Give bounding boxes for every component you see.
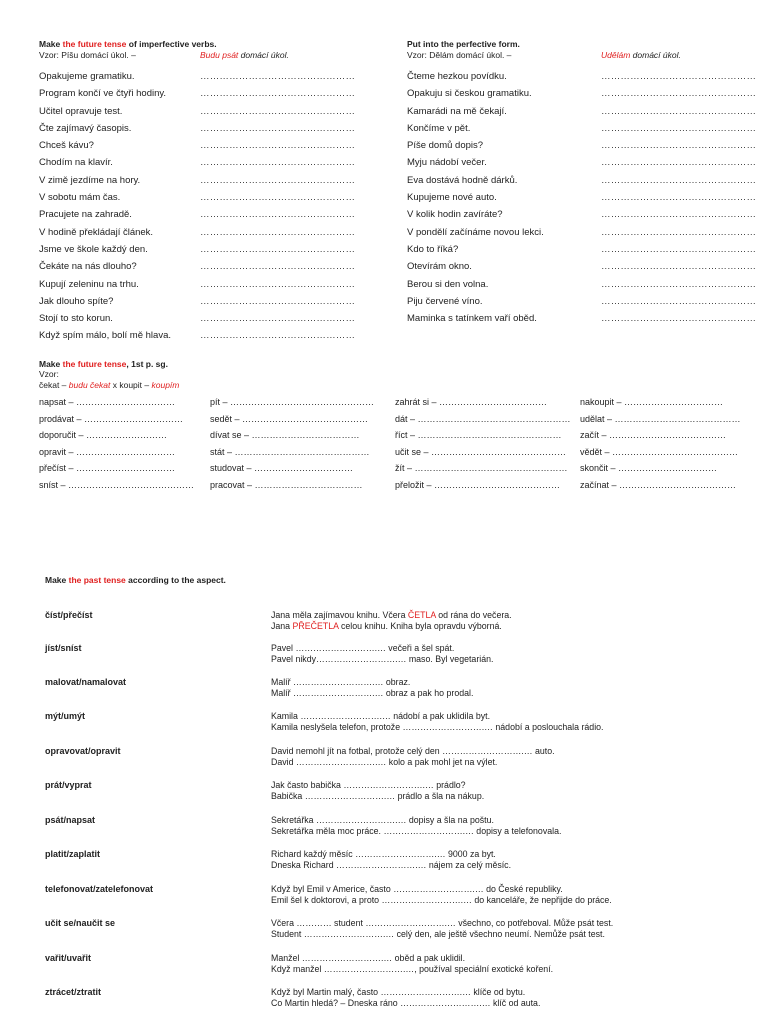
section2-blank: ………………………………………… bbox=[601, 88, 757, 100]
section4-sentence-1: Jana měla zajímavou knihu. Včera ČETLA od rána do večera. bbox=[271, 610, 512, 620]
section3-item: vědět – …………………………………… bbox=[580, 446, 739, 457]
section4-sentence-1: David nemohl jít na fotbal, protože celý den ……………………….… auto. bbox=[271, 746, 555, 756]
section2-sentence: Kamarádi na mě čekají. bbox=[407, 105, 507, 117]
section2-model-left: Vzor: Dělám domácí úkol. – bbox=[407, 50, 512, 60]
section2-sentence: Opakuju si českou gramatiku. bbox=[407, 88, 532, 100]
section3-item: opravit – …………………………… bbox=[39, 446, 176, 457]
section2-blank: ………………………………………… bbox=[601, 157, 757, 169]
section3-col-1 bbox=[39, 394, 194, 494]
section2-blank: ………………………………………… bbox=[601, 71, 757, 82]
section1-sentence: V sobotu mám čas. bbox=[39, 192, 121, 204]
section3-item: nakoupit – …………………………… bbox=[580, 397, 724, 407]
section2-sentence: Eva dostává hodně dárků. bbox=[407, 174, 518, 186]
section2-sentence: Končíme v pět. bbox=[407, 122, 471, 134]
section1-blank: ………………………………………… bbox=[200, 88, 356, 100]
section4-sentence-2: Babička ……………………….… prádlo a šla na nákup. bbox=[271, 791, 485, 801]
section4-sentence-1: Malíř ……………………….… obraz. bbox=[271, 677, 411, 687]
section3-item: dát – …………………………………………… bbox=[395, 413, 571, 424]
section3-title: Make the future tense, 1st p. sg. bbox=[39, 359, 168, 369]
section3-vzor: Vzor: bbox=[39, 369, 59, 379]
section2-sentence: Kdo to říká? bbox=[407, 243, 459, 255]
section1-blank: ………………………………………… bbox=[200, 209, 356, 221]
section4-title: Make the past tense according to the aspect. bbox=[45, 575, 226, 585]
section4-verb: jíst/sníst bbox=[45, 643, 82, 653]
section2-sentence: Otevírám okno. bbox=[407, 261, 472, 273]
section4-verb: číst/přečíst bbox=[45, 610, 93, 620]
section4-verb: vařit/uvařit bbox=[45, 953, 92, 963]
section1-model-left: Vzor: Píšu domácí úkol. – bbox=[39, 50, 136, 60]
section4-sentence-1: Sekretářka ……………………….… dopisy a šla na poštu. bbox=[271, 815, 494, 825]
section4-sentence-2: Kamila neslyšela telefon, protože ……………………….… nádobí a poslouchala rádio. bbox=[271, 722, 604, 732]
section4-sentence-2: Když manžel ……………………….…, používal speciální exotické koření. bbox=[271, 964, 554, 974]
section1-sentence: Jsme ve škole každý den. bbox=[39, 243, 148, 255]
section3-example: čekat – budu čekat x koupit – koupím bbox=[39, 380, 180, 390]
section4-sentence-2: Pavel nikdy……………………….… maso. Byl vegetarián. bbox=[271, 654, 494, 664]
section1-blank: ………………………………………… bbox=[200, 330, 356, 342]
section1-blank: ………………………………………… bbox=[200, 261, 356, 273]
section2-title: Put into the perfective form. bbox=[407, 39, 520, 49]
section2-blank: ………………………………………… bbox=[601, 140, 757, 152]
section4-verb: malovat/namalovat bbox=[45, 677, 127, 687]
section3-item: přečíst – …………………………… bbox=[39, 463, 176, 474]
section3-item: stát – ……………………………………… bbox=[210, 446, 370, 457]
section4-sentence-1: Když byl Martin malý, často ……………………….… klíče od bytu. bbox=[271, 987, 526, 997]
section4-answer: PŘEČETLA bbox=[292, 621, 339, 631]
section2-blank: ………………………………………… bbox=[601, 226, 757, 238]
section4-sentence-1: Včera ………… student ……………………….… všechno, co potřeboval. Může psát test. bbox=[271, 918, 614, 928]
section1-blank: ………………………………………… bbox=[200, 192, 356, 204]
section4-verb: ztrácet/ztratit bbox=[45, 987, 102, 997]
section2-sentences bbox=[407, 68, 544, 327]
section1-sentence: Stojí to sto korun. bbox=[39, 313, 113, 325]
section1-blank: ………………………………………… bbox=[200, 313, 356, 325]
section2-blank: ………………………………………… bbox=[601, 122, 757, 134]
section1-sentence: Jak dlouho spíte? bbox=[39, 295, 114, 307]
section1-title: Make the future tense of imperfective verbs. bbox=[39, 39, 217, 49]
section3-item: sníst – …………………………………… bbox=[39, 479, 195, 490]
section4-sentence-2: Emil šel k doktorovi, a proto ……………………….… do kanceláře, že nepřijde do práce. bbox=[271, 895, 612, 905]
section4-sentence-1: Když byl Emil v Americe, často ……………………….… do České republiky. bbox=[271, 884, 563, 894]
section4-verb: telefonovat/zatelefonovat bbox=[45, 884, 154, 894]
section3-item: zahrát si – ……………………………… bbox=[395, 397, 548, 407]
section2-blank: ………………………………………… bbox=[601, 105, 757, 117]
section4-verb: psát/napsat bbox=[45, 815, 96, 825]
section1-blank: ………………………………………… bbox=[200, 295, 356, 307]
section3-item: pracovat – ……………………………… bbox=[210, 479, 363, 490]
section1-blank: ………………………………………… bbox=[200, 278, 356, 290]
section2-sentence: Kupujeme nové auto. bbox=[407, 192, 497, 204]
section1-blank: ………………………………………… bbox=[200, 140, 356, 152]
section4-verb: učit se/naučit se bbox=[45, 918, 116, 928]
section3-col-2 bbox=[210, 394, 374, 494]
section4-sentence-1: Pavel ……………………….… večeři a šel spát. bbox=[271, 643, 455, 653]
section4-sentence-2: David ……………………….… kolo a pak mohl jet na výlet. bbox=[271, 757, 498, 767]
section1-sentence: Chceš kávu? bbox=[39, 140, 94, 152]
section3-item: pít – ………………………………………… bbox=[210, 397, 375, 407]
section2-sentence: Berou si den volna. bbox=[407, 278, 489, 290]
section4-sentence-2: Student ……………………….… celý den, ale ještě všechno neumí. Nemůže psát test. bbox=[271, 929, 605, 939]
section2-sentence: V pondělí začínáme novou lekci. bbox=[407, 226, 544, 238]
section1-blank: ………………………………………… bbox=[200, 157, 356, 169]
section2-sentence: Čteme hezkou povídku. bbox=[407, 71, 507, 82]
section3-col-4 bbox=[580, 394, 741, 494]
section3-item: udělat – …………………………………… bbox=[580, 413, 741, 424]
section1-sentence: V hodině překládají článek. bbox=[39, 226, 154, 238]
section4-sentence-2: Malíř ……………………….… obraz a pak ho prodal. bbox=[271, 688, 474, 698]
section4-sentence-1: Jak často babička ……………………….… prádlo? bbox=[271, 780, 466, 790]
section4-sentence-1: Richard každý měsíc ……………………….… 9000 za byt. bbox=[271, 849, 496, 859]
section1-blank: ………………………………………… bbox=[200, 243, 356, 255]
section2-blank: ………………………………………… bbox=[601, 243, 757, 255]
section2-blanks bbox=[601, 68, 756, 327]
section4-sentence-1: Kamila ……………………….… nádobí a pak uklidila byt. bbox=[271, 711, 491, 721]
section3-item: doporučit – ……………………… bbox=[39, 430, 168, 441]
section3-col-3 bbox=[395, 394, 571, 494]
section3-item: přeložit – …………………………………… bbox=[395, 479, 561, 490]
section4-sentence-1: Manžel ……………………….… oběd a pak uklidil. bbox=[271, 953, 466, 963]
section1-blank: ………………………………………… bbox=[200, 226, 356, 238]
section1-sentences bbox=[39, 68, 171, 345]
section1-blank: ………………………………………… bbox=[200, 122, 356, 134]
section4-verb: mýt/umýt bbox=[45, 711, 86, 721]
section2-blank: ………………………………………… bbox=[601, 295, 757, 307]
section3-item: žít – …………………………………………… bbox=[395, 463, 568, 474]
section2-sentence: Maminka s tatínkem vaří oběd. bbox=[407, 313, 537, 325]
section2-sentence: V kolik hodin zavíráte? bbox=[407, 209, 503, 221]
section1-sentence: V zimě jezdíme na hory. bbox=[39, 174, 141, 186]
section4-sentence-2: Co Martin hledá? – Dneska ráno ……………………….… klíč od auta. bbox=[271, 998, 541, 1008]
section3-item: učit se – ……………………………………… bbox=[395, 446, 567, 457]
section2-blank: ………………………………………… bbox=[601, 192, 757, 204]
section1-sentence: Pracujete na zahradě. bbox=[39, 209, 132, 221]
section3-item: napsat – …………………………… bbox=[39, 397, 176, 407]
section2-sentence: Píše domů dopis? bbox=[407, 140, 484, 152]
section2-model-right: Udělám domácí úkol. bbox=[601, 50, 681, 60]
section3-item: začít – ………………………………… bbox=[580, 430, 727, 441]
section2-blank: ………………………………………… bbox=[601, 261, 757, 273]
section3-item: studovat – …………………………… bbox=[210, 463, 354, 474]
section2-sentence: Piju červené víno. bbox=[407, 295, 483, 307]
section3-item: skončit – …………………………… bbox=[580, 463, 718, 474]
section1-blanks bbox=[200, 68, 355, 345]
section4-sentence-2: Dneska Richard ……………………….… nájem za celý měsíc. bbox=[271, 860, 512, 870]
section3-item: dívat se – ……………………………… bbox=[210, 430, 360, 441]
section1-sentence: Když spím málo, bolí mě hlava. bbox=[39, 330, 171, 342]
section1-blank: ………………………………………… bbox=[200, 71, 356, 82]
section1-sentence: Chodím na klavír. bbox=[39, 157, 113, 169]
section1-model-right: Budu psát domácí úkol. bbox=[200, 50, 289, 60]
section4-answer: ČETLA bbox=[407, 610, 436, 620]
section4-sentence-2: Sekretářka měla moc práce. ……………………….… dopisy a telefonovala. bbox=[271, 826, 562, 836]
section2-blank: ………………………………………… bbox=[601, 209, 757, 221]
section3-item: říct – ………………………………………… bbox=[395, 430, 562, 441]
section2-blank: ………………………………………… bbox=[601, 278, 757, 290]
section1-sentence: Kupují zeleninu na trhu. bbox=[39, 278, 139, 290]
section1-blank: ………………………………………… bbox=[200, 105, 356, 117]
section4-verb: platit/zaplatit bbox=[45, 849, 101, 859]
section1-blank: ………………………………………… bbox=[200, 174, 356, 186]
section4-verb: prát/vyprat bbox=[45, 780, 92, 790]
section1-sentence: Učitel opravuje test. bbox=[39, 105, 123, 117]
section2-blank: ………………………………………… bbox=[601, 174, 757, 186]
section1-sentence: Čte zajímavý časopis. bbox=[39, 122, 132, 134]
section3-item: sedět – …………………………………… bbox=[210, 413, 369, 424]
section4-sentence-2: Jana PŘEČETLA celou knihu. Kniha byla opravdu výborná. bbox=[271, 621, 502, 631]
section2-sentence: Myju nádobí večer. bbox=[407, 157, 487, 169]
section3-item: začínat – ………………………………… bbox=[580, 479, 737, 490]
section2-blank: ………………………………………… bbox=[601, 313, 757, 325]
section1-sentence: Program končí ve čtyři hodiny. bbox=[39, 88, 167, 100]
section4-verb: opravovat/opravit bbox=[45, 746, 121, 756]
section1-sentence: Čekáte na nás dlouho? bbox=[39, 261, 137, 273]
section3-item: prodávat – …………………………… bbox=[39, 413, 184, 424]
section1-sentence: Opakujeme gramatiku. bbox=[39, 71, 135, 82]
